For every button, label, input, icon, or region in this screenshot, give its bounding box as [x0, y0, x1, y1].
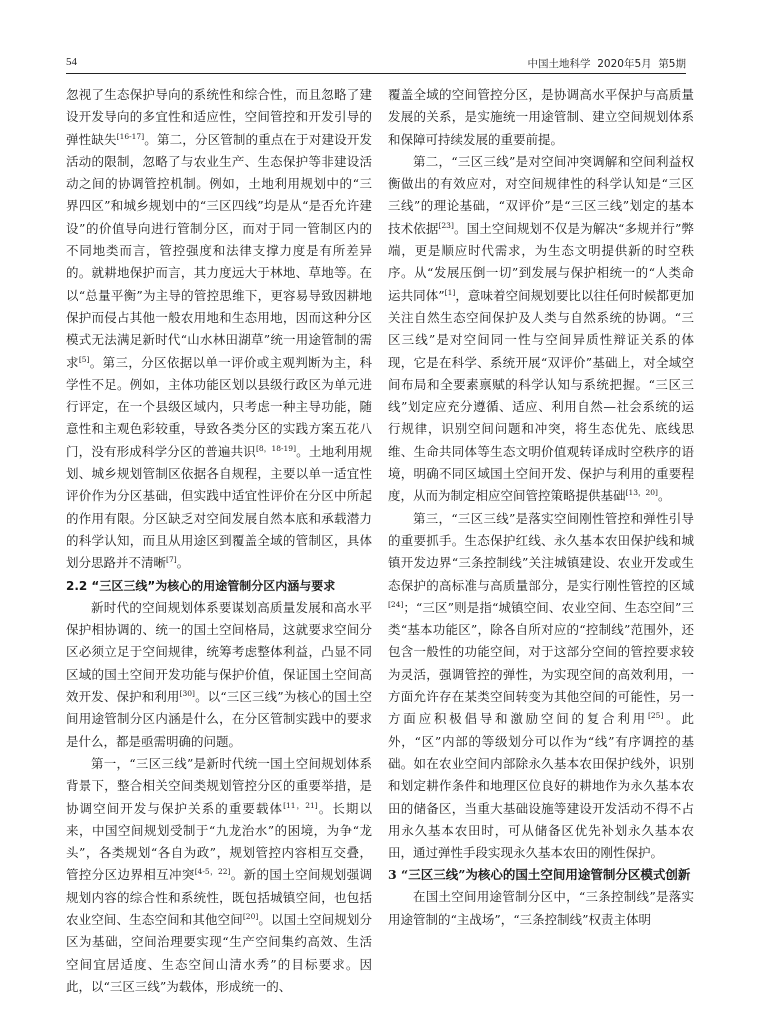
- paragraph: 第一，“三区三线”是新时代统一国土空间规划体系背景下，整合相关空间类规划管控分区的重要举措，是协调空间开发与保护关系的重要载体[11，21]。长期以来，中国空间规划受制于“九龙治水”的困境，为争“龙头”，各类规划“各自为政”，规划管控内容相互交叠，管控分区边界相互冲突[4-5，22]。新的国土空间规划强调规划内容的综合性和系统性，既包括城镇空间，也包括农业空间、生态空间和其他空间[20]。以国土空间规划分区为基础，空间治理要实现“生产空间集约高效、生活空间宜居适度、生态空间山清水秀”的目标要求。因此，以“三区三线”为载体，形成统一的、: [66, 755, 372, 994]
- citation: [23]: [438, 220, 454, 230]
- citation: [25]: [647, 711, 664, 721]
- citation: [16-17]: [116, 131, 145, 141]
- issue-number: 第5期: [658, 58, 686, 70]
- paragraph: 第二，“三区三线”是对空间冲突调解和空间利益权衡做出的有效应对，对空间规律性的科学认知是“三区三线”的理论基础，“双评价”是“三区三线”划定的基本技术依据[23]。国土空间规划不仅是为解决“多规并行”弊端，更是顺应时代需求，为生态文明提供新的时空秩序。从“发展压倒一切”到发展与保护相统一的“人类命运共同体”[1]，意味着空间规划要比以往任何时候都更加关注自然生态空间保护及人类与自然系统的协调。“三区三线”是对空间同一性与空间异质性辩证关系的体现，它是在科学、系统开展“双评价”基础上，对全域空间布局和全要素禀赋的科学认知与系统把握。“三区三线”划定应充分遵循、适应、利用自然—社会系统的运行规律，识别空间问题和冲突，将生态优先、底线思维、生命共同体等生态文明价值观转译成时空秩序的语境，明确不同区域国土空间开发、保护与利用的重要程度，从而为制定相应空间管控策略提供基础[13，20]。: [388, 153, 694, 504]
- paragraph: 在国土空间用途管制分区中，“三条控制线”是落实用途管制的“主战场”，“三条控制线”权责主体明: [388, 889, 694, 927]
- paragraph: 新时代的空间规划体系要谋划高质量发展和高水平保护相协调的、统一的国土空间格局，这就要求空间分区必须立足于空间规律，统筹考虑整体利益，凸显不同区域的国土空间开发功能与保护价值，保证国土空间高效开发、保护和利用[30]。以“三区三线”为核心的国土空间用途管制分区内涵是什么，在分区管制实践中的要求是什么，都是亟需明确的问题。: [66, 599, 372, 749]
- page-number: 54: [66, 56, 77, 68]
- citation: [7]: [166, 555, 177, 565]
- running-header: [528, 56, 686, 71]
- citation: [1]: [444, 287, 456, 297]
- header-rule: [66, 73, 686, 74]
- citation: [30]: [179, 688, 195, 698]
- left-column: [66, 84, 372, 994]
- citation: [5]: [78, 354, 90, 364]
- journal-name: 中国土地科学: [527, 58, 591, 70]
- paragraph: 第三，“三区三线”是落实空间刚性管控和弹性引导的重要抓手。生态保护红线、永久基本农田保护线和城镇开发边界“三条控制线”关注城镇建设、农业开发或生态保护的高标准与高质量部分，是实行刚性管控的区域[24]；“三区”则是指“城镇空间、农业空间、生态空间”三类“基本功能区”，除各自所对应的“控制线”范围外，还包含一般性的功能空间，对于这部分空间的管控要求较为灵活，强调管控的弹性，为实现空间的高效利用，一方面允许存在某类空间转变为其他空间的可能性，另一方面应积极倡导和激励空间的复合利用[25]。此外，“区”内部的等级划分可以作为“线”有序调控的基础。如在农业空间内部除永久基本农田保护线外，识别和划定耕作条件和地理区位良好的耕地作为永久基本农田的储备区，当重大基础设施等建设开发活动不得不占用永久基本农田时，可从储备区优先补划永久基本农田，通过弹性手段实现永久基本农田的刚性保护。: [388, 510, 694, 861]
- section-heading: 3 “三区三线”为核心的国土空间用途管制分区模式创新: [388, 867, 691, 883]
- paragraph: 忽视了生态保护导向的系统性和综合性，而且忽略了建设开发导向的多宜性和适应性，空间管控和开发引导的弹性缺失[16-17]。第二，分区管制的重点在于对建设开发活动的限制，忽略了与农业生产、生态保护等非建设活动之间的协调管控机制。例如，土地利用规划中的“三界四区”和城乡规划中的“三区四线”均是从“是否允许建设”的价值导向进行管制分区，而对于同一管制区内的不同地类而言，管控强度和法律支撑力度是有所差异的。就耕地保护而言，其力度远大于林地、草地等。在以“总量平衡”为主导的管控思维下，更容易导致因耕地保护而侵占其他一般农用地和生态用地，因而这种分区模式无法满足新时代“山水林田湖草”统一用途管制的需求[5]。第三，分区依据以单一评价或主观判断为主，科学性不足。例如，主体功能区划以县级行政区为单元进行评定，在一个县级区域内，只考虑一种主导功能，随意性和主观色彩较重，导致各类分区的实践方案五花八门，没有形成科学分区的普遍共识[8，18-19]。土地利用规划、城乡规划管制区依据各自规程，主要以单一适宜性评价作为分区基础，但实践中适宜性评价在分区中所起的作用有限。分区缺乏对空间发展自然本底和承载潜力的科学认知，而且从用途区到覆盖全域的管制区，具体划分思路并不清晰[7]。: [66, 87, 372, 571]
- paragraph: 覆盖全域的空间管控分区，是协调高水平保护与高质量发展的关系，是实施统一用途管制、建立空间规划体系和保障可持续发展的重要前提。: [388, 87, 694, 147]
- right-column: [388, 84, 694, 974]
- citation: [11，21]: [283, 800, 318, 810]
- citation: [13，20]: [625, 488, 658, 498]
- section-heading: 2.2 “三区三线”为核心的用途管制分区内涵与要求: [66, 578, 336, 593]
- citation: [8，18-19]: [255, 443, 297, 453]
- issue-date: 2020年5月: [597, 58, 652, 70]
- citation: [4-5，22]: [194, 867, 231, 877]
- citation: [20]: [242, 911, 259, 921]
- citation: [24]: [388, 599, 404, 609]
